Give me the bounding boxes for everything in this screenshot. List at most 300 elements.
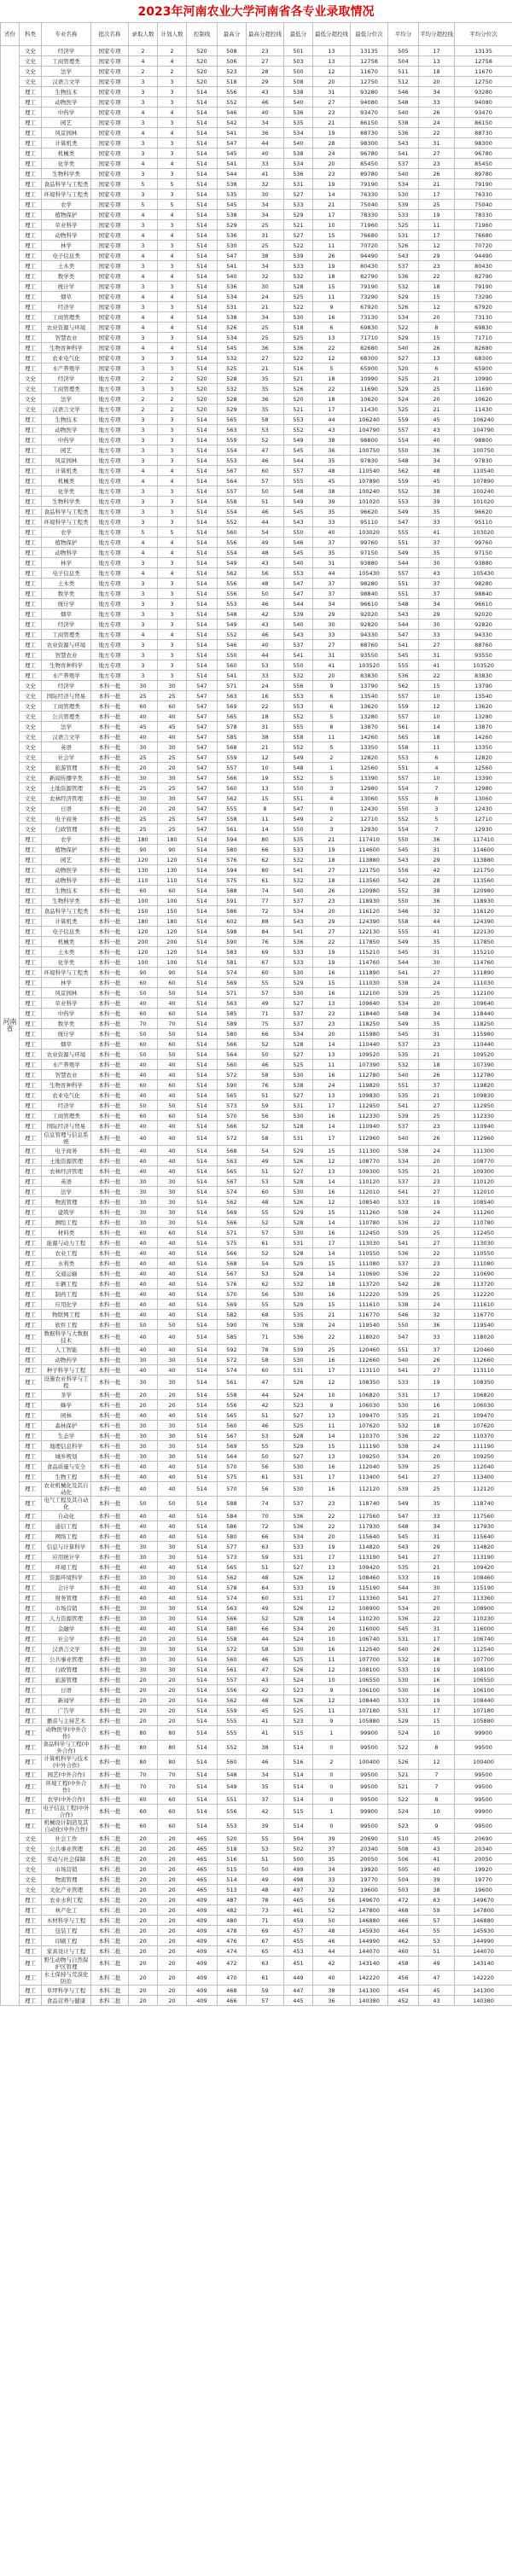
table-cell: 理工 [20,1269,42,1279]
table-cell: 21 [419,404,455,415]
table-cell: 534 [218,292,247,302]
table-cell: 汉语言文学 [42,1644,91,1654]
table-cell: 142220 [351,1971,388,1986]
table-cell: 34 [247,210,284,220]
table-cell: 32 [247,179,284,189]
table-cell: 15 [313,1146,351,1156]
table-cell: 理工 [20,220,42,230]
table-cell: 37 [247,1794,284,1805]
table-cell: 487 [218,1895,247,1905]
table-cell: 465 [187,1854,218,1864]
table-cell: 文史 [20,814,42,824]
table-cell: 理工 [20,1355,42,1365]
table-cell: 9 [313,1685,351,1695]
table-cell: 40 [158,1410,187,1421]
table-cell: 110940 [455,1121,512,1131]
table-cell: 60 [158,1794,187,1805]
table-cell: 60 [158,1228,187,1238]
table-row [1,507,512,517]
table-cell: 25 [419,1462,455,1472]
table-cell: 548 [284,763,313,773]
table-cell: 本科一批 [91,1177,129,1187]
table-cell: 472 [388,1895,419,1905]
table-cell: 113720 [351,1279,388,1289]
table-cell: 24 [419,1207,455,1218]
header-cell: 最高分 [218,23,247,46]
table-cell: 25 [158,753,187,763]
table-cell: 110550 [351,1248,388,1259]
table-cell: 50 [158,1050,187,1060]
table-cell: 物流管理 [42,1875,91,1885]
table-cell: 16 [313,1289,351,1300]
table-cell: 25 [158,814,187,824]
table-cell: 20 [129,1716,158,1726]
table-cell: 534 [284,906,313,916]
table-cell: 562 [388,466,419,476]
header-cell: 平均分位次 [455,23,512,46]
table-cell: 40 [158,1166,187,1177]
table-cell: 理工 [20,148,42,159]
table-cell: 106100 [351,1685,388,1695]
table-cell: 514 [187,579,218,589]
table-cell: 国家专项 [91,302,129,312]
table-cell: 20 [129,1996,158,2006]
table-cell: 地方专项 [91,671,129,681]
table-cell: 541 [388,640,419,650]
table-cell: 101020 [455,497,512,507]
table-cell: 583 [218,947,247,957]
table-cell: 550 [284,527,313,538]
table-cell: 541 [388,1552,419,1562]
table-cell: 535 [388,1166,419,1177]
table-cell: 514 [187,1207,218,1218]
table-cell: 国家专项 [91,67,129,77]
table-cell: 13 [313,1451,351,1462]
table-cell: 527 [388,353,419,363]
table-cell: 本科一批 [91,1029,129,1039]
table-cell: 本科一批 [91,1451,129,1462]
table-cell: 本科二批 [91,1986,129,1996]
table-cell: 110550 [455,1248,512,1259]
table-cell: 532 [284,671,313,681]
table-cell: 文史 [20,404,42,415]
table-cell: 本科一批 [91,1111,129,1121]
table-cell: 2 [129,67,158,77]
table-cell: 556 [218,1400,247,1410]
table-row [1,1511,512,1521]
table-cell: 文史 [20,1864,42,1875]
table-cell: 529 [284,1207,313,1218]
table-cell: 112220 [351,1289,388,1300]
table-cell: 109470 [455,1410,512,1421]
table-cell: 理工 [20,1521,42,1532]
table-cell: 98300 [455,138,512,148]
table-cell: 22 [419,128,455,138]
table-cell: 理工 [20,1895,42,1905]
table-cell: 551 [388,763,419,773]
table-cell: 563 [218,998,247,1009]
table-cell: 40 [129,1121,158,1131]
table-cell: 41 [247,1716,284,1726]
table-cell: 409 [187,1905,218,1916]
table-cell: 58 [247,1070,284,1080]
table-cell: 83830 [351,671,388,681]
table-cell: 556 [218,1685,247,1695]
table-row [1,824,512,834]
table-row [1,1177,512,1187]
table-cell: 540 [284,558,313,568]
table-cell: 20 [313,1624,351,1634]
table-cell: 理工 [20,1706,42,1716]
table-cell: 24 [313,1080,351,1090]
table-cell: 文史 [20,1854,42,1864]
table-cell: 149670 [455,1895,512,1905]
table-cell: 82790 [455,271,512,282]
table-cell: 51 [247,1562,284,1573]
table-cell: 97150 [351,548,388,558]
table-cell: 113720 [455,1279,512,1289]
table-cell: 514 [187,660,218,671]
table-cell: 547 [388,517,419,527]
table-cell: 20 [158,1936,187,1946]
table-cell: 本科一批 [91,1375,129,1390]
table-cell: 533 [388,1573,419,1583]
table-cell: 17 [313,1472,351,1482]
table-cell: 11 [313,1421,351,1431]
table-cell: 529 [284,1146,313,1156]
table-cell: 本科一批 [91,1654,129,1665]
table-cell: 22 [419,1218,455,1228]
table-cell: 30 [129,1573,158,1583]
table-cell: 53 [247,1844,284,1854]
table-cell: 理工 [20,179,42,189]
table-row [1,1634,512,1644]
table-cell: 40 [247,148,284,159]
table-row [1,292,512,302]
table-cell: 3 [158,118,187,128]
table-cell: 理工 [20,517,42,527]
table-cell: 10 [419,691,455,701]
table-cell: 园艺(中外合作) [42,1770,91,1780]
table-cell: 61 [247,1238,284,1248]
table-cell: 13135 [455,46,512,56]
table-cell: 565 [218,415,247,425]
table-cell: 法学 [42,67,91,77]
table-cell: 200 [158,937,187,947]
table-cell: 99500 [455,1770,512,1780]
table-row [1,1345,512,1355]
table-cell: 20 [158,1905,187,1916]
table-cell: 34 [419,456,455,466]
table-cell: 76 [247,937,284,947]
table-row [1,773,512,783]
header-cell: 最低分位次 [351,23,388,46]
table-cell: 84 [247,927,284,937]
table-cell: 514 [187,415,218,425]
table-row [1,1665,512,1675]
table-cell: 本科一批 [91,691,129,701]
table-cell: 80 [129,1741,158,1755]
table-cell: 22 [247,701,284,712]
table-cell: 社会学 [42,1634,91,1644]
table-cell: 546 [388,87,419,97]
table-cell: 56 [247,1462,284,1472]
table-cell: 65900 [455,363,512,374]
table-cell: 113110 [351,1365,388,1375]
table-cell: 国际经济与贸易 [42,691,91,701]
table-cell: 理工 [20,1019,42,1029]
table-cell: 529 [388,333,419,343]
table-cell: 57 [247,1996,284,2006]
table-cell: 食品科学与工程类 [42,507,91,517]
table-cell: 3 [129,241,158,251]
table-cell: 514 [187,1009,218,1019]
table-cell: 50 [158,988,187,998]
table-cell: 70720 [455,241,512,251]
admission-table [0,22,512,2006]
table-cell: 60 [158,886,187,896]
table-cell: 12 [419,1755,455,1770]
table-cell: 理工 [20,261,42,271]
table-cell: 33 [419,1511,455,1521]
table-cell: 15 [313,978,351,988]
table-cell: 100 [158,957,187,968]
table-cell: 36 [419,834,455,845]
table-cell: 108900 [455,1603,512,1614]
table-cell: 533 [284,947,313,957]
table-cell: 5 [129,527,158,538]
table-cell: 545 [218,200,247,210]
table-cell: 理工 [20,906,42,916]
table-cell: 20 [129,1695,158,1706]
table-cell: 理工 [20,1946,42,1957]
table-cell: 家具设计与工程 [42,1946,91,1957]
table-cell: 553 [284,701,313,712]
table-cell: 本科一批 [91,1146,129,1156]
table-cell: 40 [158,1345,187,1355]
table-row [1,1895,512,1905]
table-cell: 理工 [20,1916,42,1926]
table-cell: 118250 [351,1019,388,1029]
table-cell: 理工 [20,1156,42,1166]
table-row [1,1957,512,1971]
table-cell: 30 [158,1355,187,1365]
table-cell: 20 [313,906,351,916]
table-row [1,1050,512,1060]
table-cell: 514 [187,538,218,548]
table-cell: 50 [158,1497,187,1511]
table-cell: 115980 [351,1029,388,1039]
table-row [1,1146,512,1156]
table-cell: 112040 [351,1462,388,1472]
table-cell: 3 [158,302,187,312]
table-cell: 本科一批 [91,1090,129,1101]
table-cell: 107620 [351,1421,388,1431]
table-cell: 16 [313,968,351,978]
table-cell: 514 [187,1741,218,1755]
table-cell: 2 [158,46,187,56]
table-cell: 514 [187,548,218,558]
table-cell: 57 [247,476,284,486]
table-cell: 122130 [455,927,512,937]
table-cell: 22 [419,271,455,282]
table-cell: 12750 [351,77,388,87]
table-cell: 498 [284,1875,313,1885]
table-cell: 经济学 [42,302,91,312]
table-cell: 26 [419,1131,455,1146]
table-cell: 40 [158,1060,187,1070]
table-cell: 11 [313,732,351,742]
table-cell: 文史 [20,753,42,763]
table-cell: 10620 [351,394,388,404]
table-cell: 109640 [351,998,388,1009]
table-cell: 66 [247,1532,284,1542]
table-cell: 569 [218,1300,247,1310]
table-row [1,701,512,712]
table-row [1,599,512,609]
table-cell: 理工 [20,271,42,282]
table-cell: 经济学 [42,619,91,630]
table-cell: 物联网工程 [42,1310,91,1320]
table-cell: 561 [218,824,247,834]
table-cell: 水土保持与荒漠化防治 [42,1971,91,1986]
table-row [1,374,512,384]
table-cell: 180 [158,916,187,927]
table-cell: 40 [129,1583,158,1593]
table-cell: 514 [187,630,218,640]
table-cell: 19770 [455,1875,512,1885]
table-cell: 本科一批 [91,1695,129,1706]
table-cell: 557 [388,773,419,783]
table-cell: 地方专项 [91,579,129,589]
table-cell: 本科一批 [91,1624,129,1634]
table-cell: 19 [419,1197,455,1207]
table-cell: 电子信息类 [42,251,91,261]
table-cell: 24 [419,1300,455,1310]
table-cell: 农学(中外合作) [42,1794,91,1805]
table-cell: 50 [129,1320,158,1330]
table-cell: 30 [129,1603,158,1614]
table-cell: 75040 [455,200,512,210]
table-cell: 3 [129,650,158,660]
table-cell: 国家专项 [91,189,129,200]
table-cell: 11690 [455,384,512,394]
table-cell: 40 [129,1410,158,1421]
table-cell: 13060 [455,794,512,804]
table-cell: 106240 [455,415,512,425]
table-cell: 527 [284,998,313,1009]
table-cell: 交通运输 [42,1269,91,1279]
table-cell: 理工 [20,1166,42,1177]
table-cell: 37 [313,1844,351,1854]
table-cell: 99500 [455,1819,512,1834]
table-row [1,200,512,210]
table-cell: 5 [419,814,455,824]
table-cell: 本科一批 [91,1482,129,1497]
table-cell: 555 [284,476,313,486]
table-cell: 本科一批 [91,814,129,824]
table-cell: 20 [158,1675,187,1685]
table-cell: 国家专项 [91,271,129,282]
table-cell: 中药学 [42,108,91,118]
table-cell: 534 [388,312,419,323]
table-cell: 文史 [20,384,42,394]
table-cell: 105880 [455,1716,512,1726]
table-cell: 27 [247,56,284,67]
table-cell: 514 [187,609,218,619]
table-cell: 553 [284,415,313,425]
table-cell: 本科一批 [91,1207,129,1218]
table-cell: 理工 [20,660,42,671]
table-cell: 国家专项 [91,46,129,56]
table-cell: 0 [313,1819,351,1834]
table-cell: 统计学 [42,1029,91,1039]
table-cell: 本科二批 [91,1936,129,1946]
table-cell: 560 [218,1654,247,1665]
table-cell: 15 [313,282,351,292]
table-cell: 40 [129,1472,158,1482]
table-cell: 550 [388,896,419,906]
table-cell: 40 [158,1310,187,1320]
table-cell: 541 [388,1187,419,1197]
table-cell: 17 [313,1365,351,1375]
table-cell: 592 [218,1345,247,1355]
table-cell: 535 [218,189,247,200]
table-cell: 109250 [351,1451,388,1462]
table-cell: 71710 [351,333,388,343]
table-cell: 本科一批 [91,1819,129,1834]
table-cell: 525 [284,1060,313,1070]
table-cell: 20 [158,1986,187,1996]
table-cell: 514 [187,1390,218,1400]
table-cell: 30 [129,1542,158,1552]
table-cell: 理工 [20,128,42,138]
table-cell: 市场营销 [42,1864,91,1875]
table-cell: 514 [187,568,218,579]
table-cell: 514 [187,169,218,179]
table-row [1,630,512,640]
table-cell: 22 [419,671,455,681]
table-cell: 英语 [42,742,91,753]
table-cell: 536 [388,1218,419,1228]
table-row [1,1472,512,1482]
table-row [1,1279,512,1289]
table-cell: 30 [129,681,158,691]
table-cell: 566 [218,773,247,783]
table-cell: 590 [218,1320,247,1330]
table-cell: 3 [419,804,455,814]
table-cell: 13390 [351,773,388,783]
table-cell: 地方专项 [91,476,129,486]
table-cell: 570 [218,1482,247,1497]
table-cell: 地方专项 [91,589,129,599]
table-cell: 30 [158,1603,187,1614]
table-cell: 旅游管理 [42,763,91,773]
table-row [1,640,512,650]
table-cell: 541 [388,1593,419,1603]
table-cell: 106240 [351,415,388,425]
table-cell: 21 [247,363,284,374]
table-cell: 528 [284,1431,313,1441]
table-cell: 20 [158,1946,187,1957]
table-cell: 409 [187,1926,218,1936]
table-cell: 545 [388,947,419,957]
table-cell: 本科一批 [91,1218,129,1228]
table-cell: 16 [313,1644,351,1654]
table-row [1,435,512,445]
table-cell: 594 [218,865,247,875]
table-cell: 514 [187,97,218,108]
